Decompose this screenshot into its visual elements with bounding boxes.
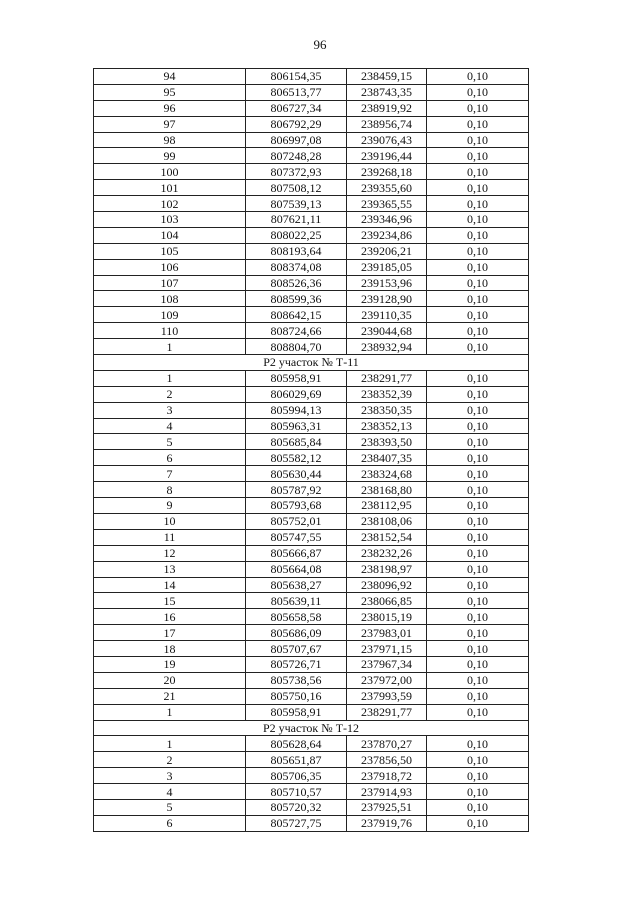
point-number-cell: 12 [94, 545, 246, 561]
accuracy-cell: 0,10 [427, 243, 529, 259]
accuracy-cell: 0,10 [427, 196, 529, 212]
table-row [94, 434, 529, 450]
x-coordinate-cell: 805793,68 [246, 498, 347, 514]
x-coordinate-cell: 805639,11 [246, 593, 347, 609]
point-number-cell: 101 [94, 180, 246, 196]
y-coordinate-cell: 238932,94 [347, 339, 427, 355]
accuracy-cell: 0,10 [427, 625, 529, 641]
y-coordinate-cell: 238198,97 [347, 561, 427, 577]
y-coordinate-cell: 237925,51 [347, 799, 427, 815]
x-coordinate-cell: 805664,08 [246, 561, 347, 577]
accuracy-cell: 0,10 [427, 704, 529, 720]
table-row [94, 561, 529, 577]
table-row [94, 815, 529, 831]
point-number-cell: 6 [94, 815, 246, 831]
x-coordinate-cell: 805958,91 [246, 704, 347, 720]
y-coordinate-cell: 237914,93 [347, 784, 427, 800]
accuracy-cell: 0,10 [427, 386, 529, 402]
accuracy-cell: 0,10 [427, 609, 529, 625]
accuracy-cell: 0,10 [427, 752, 529, 768]
point-number-cell: 1 [94, 736, 246, 752]
point-number-cell: 95 [94, 84, 246, 100]
y-coordinate-cell: 238096,92 [347, 577, 427, 593]
table-row [94, 180, 529, 196]
y-coordinate-cell: 237972,00 [347, 672, 427, 688]
point-number-cell: 9 [94, 498, 246, 514]
point-number-cell: 100 [94, 164, 246, 180]
point-number-cell: 4 [94, 784, 246, 800]
x-coordinate-cell: 808193,64 [246, 243, 347, 259]
point-number-cell: 105 [94, 243, 246, 259]
point-number-cell: 94 [94, 69, 246, 85]
x-coordinate-cell: 808599,36 [246, 291, 347, 307]
table-row [94, 688, 529, 704]
table-row [94, 370, 529, 386]
accuracy-cell: 0,10 [427, 132, 529, 148]
accuracy-cell: 0,10 [427, 164, 529, 180]
table-row [94, 116, 529, 132]
point-number-cell: 97 [94, 116, 246, 132]
y-coordinate-cell: 238919,92 [347, 100, 427, 116]
point-number-cell: 18 [94, 641, 246, 657]
accuracy-cell: 0,10 [427, 482, 529, 498]
point-number-cell: 109 [94, 307, 246, 323]
accuracy-cell: 0,10 [427, 815, 529, 831]
table-row [94, 545, 529, 561]
x-coordinate-cell: 808526,36 [246, 275, 347, 291]
table-row [94, 69, 529, 85]
x-coordinate-cell: 805710,57 [246, 784, 347, 800]
x-coordinate-cell: 808642,15 [246, 307, 347, 323]
x-coordinate-cell: 808724,66 [246, 323, 347, 339]
accuracy-cell: 0,10 [427, 799, 529, 815]
point-number-cell: 110 [94, 323, 246, 339]
accuracy-cell: 0,10 [427, 84, 529, 100]
accuracy-cell: 0,10 [427, 450, 529, 466]
table-row [94, 498, 529, 514]
point-number-cell: 3 [94, 768, 246, 784]
x-coordinate-cell: 808374,08 [246, 259, 347, 275]
point-number-cell: 4 [94, 418, 246, 434]
x-coordinate-cell: 806792,29 [246, 116, 347, 132]
point-number-cell: 15 [94, 593, 246, 609]
point-number-cell: 13 [94, 561, 246, 577]
y-coordinate-cell: 237983,01 [347, 625, 427, 641]
y-coordinate-cell: 238352,13 [347, 418, 427, 434]
point-number-cell: 16 [94, 609, 246, 625]
section-title: Р2 участок № Т-11 [94, 355, 529, 371]
accuracy-cell: 0,10 [427, 593, 529, 609]
x-coordinate-cell: 805651,87 [246, 752, 347, 768]
table-row [94, 84, 529, 100]
x-coordinate-cell: 805787,92 [246, 482, 347, 498]
y-coordinate-cell: 239346,96 [347, 212, 427, 228]
point-number-cell: 5 [94, 434, 246, 450]
y-coordinate-cell: 238066,85 [347, 593, 427, 609]
accuracy-cell: 0,10 [427, 370, 529, 386]
y-coordinate-cell: 238407,35 [347, 450, 427, 466]
x-coordinate-cell: 805963,31 [246, 418, 347, 434]
point-number-cell: 19 [94, 656, 246, 672]
table-row [94, 100, 529, 116]
y-coordinate-cell: 237967,34 [347, 656, 427, 672]
x-coordinate-cell: 805628,64 [246, 736, 347, 752]
y-coordinate-cell: 238459,15 [347, 69, 427, 85]
table-row [94, 672, 529, 688]
accuracy-cell: 0,10 [427, 688, 529, 704]
accuracy-cell: 0,10 [427, 148, 529, 164]
accuracy-cell: 0,10 [427, 69, 529, 85]
table-row [94, 625, 529, 641]
y-coordinate-cell: 239268,18 [347, 164, 427, 180]
table-row [94, 529, 529, 545]
y-coordinate-cell: 238112,95 [347, 498, 427, 514]
x-coordinate-cell: 805658,58 [246, 609, 347, 625]
point-number-cell: 106 [94, 259, 246, 275]
x-coordinate-cell: 806513,77 [246, 84, 347, 100]
accuracy-cell: 0,10 [427, 307, 529, 323]
x-coordinate-cell: 806727,34 [246, 100, 347, 116]
coordinates-table [93, 68, 529, 832]
accuracy-cell: 0,10 [427, 339, 529, 355]
point-number-cell: 107 [94, 275, 246, 291]
y-coordinate-cell: 238352,39 [347, 386, 427, 402]
table-row [94, 784, 529, 800]
point-number-cell: 102 [94, 196, 246, 212]
y-coordinate-cell: 239185,05 [347, 259, 427, 275]
y-coordinate-cell: 237856,50 [347, 752, 427, 768]
point-number-cell: 21 [94, 688, 246, 704]
table-row [94, 196, 529, 212]
accuracy-cell: 0,10 [427, 291, 529, 307]
x-coordinate-cell: 805638,27 [246, 577, 347, 593]
y-coordinate-cell: 238291,77 [347, 370, 427, 386]
point-number-cell: 14 [94, 577, 246, 593]
point-number-cell: 3 [94, 402, 246, 418]
point-number-cell: 7 [94, 466, 246, 482]
accuracy-cell: 0,10 [427, 513, 529, 529]
point-number-cell: 103 [94, 212, 246, 228]
x-coordinate-cell: 805720,32 [246, 799, 347, 815]
table-row [94, 212, 529, 228]
y-coordinate-cell: 239196,44 [347, 148, 427, 164]
accuracy-cell: 0,10 [427, 227, 529, 243]
x-coordinate-cell: 805707,67 [246, 641, 347, 657]
table-row [94, 656, 529, 672]
x-coordinate-cell: 805630,44 [246, 466, 347, 482]
table-row [94, 513, 529, 529]
x-coordinate-cell: 806029,69 [246, 386, 347, 402]
accuracy-cell: 0,10 [427, 100, 529, 116]
x-coordinate-cell: 806997,08 [246, 132, 347, 148]
point-number-cell: 2 [94, 386, 246, 402]
point-number-cell: 96 [94, 100, 246, 116]
accuracy-cell: 0,10 [427, 434, 529, 450]
y-coordinate-cell: 237993,59 [347, 688, 427, 704]
y-coordinate-cell: 238108,06 [347, 513, 427, 529]
table-row [94, 768, 529, 784]
point-number-cell: 99 [94, 148, 246, 164]
point-number-cell: 17 [94, 625, 246, 641]
accuracy-cell: 0,10 [427, 418, 529, 434]
accuracy-cell: 0,10 [427, 656, 529, 672]
accuracy-cell: 0,10 [427, 641, 529, 657]
table-row [94, 132, 529, 148]
y-coordinate-cell: 237971,15 [347, 641, 427, 657]
point-number-cell: 2 [94, 752, 246, 768]
table-row [94, 577, 529, 593]
x-coordinate-cell: 805747,55 [246, 529, 347, 545]
point-number-cell: 20 [94, 672, 246, 688]
accuracy-cell: 0,10 [427, 275, 529, 291]
y-coordinate-cell: 239365,55 [347, 196, 427, 212]
y-coordinate-cell: 238015,19 [347, 609, 427, 625]
y-coordinate-cell: 239234,86 [347, 227, 427, 243]
table-row [94, 418, 529, 434]
accuracy-cell: 0,10 [427, 180, 529, 196]
x-coordinate-cell: 807621,11 [246, 212, 347, 228]
x-coordinate-cell: 805750,16 [246, 688, 347, 704]
point-number-cell: 1 [94, 339, 246, 355]
table-row [94, 704, 529, 720]
x-coordinate-cell: 805727,75 [246, 815, 347, 831]
accuracy-cell: 0,10 [427, 768, 529, 784]
point-number-cell: 10 [94, 513, 246, 529]
accuracy-cell: 0,10 [427, 212, 529, 228]
table-row [94, 466, 529, 482]
x-coordinate-cell: 805738,56 [246, 672, 347, 688]
section-title: Р2 участок № Т-12 [94, 720, 529, 736]
point-number-cell: 98 [94, 132, 246, 148]
y-coordinate-cell: 238324,68 [347, 466, 427, 482]
x-coordinate-cell: 805666,87 [246, 545, 347, 561]
table-row [94, 259, 529, 275]
point-number-cell: 5 [94, 799, 246, 815]
y-coordinate-cell: 238232,26 [347, 545, 427, 561]
table-row [94, 339, 529, 355]
accuracy-cell: 0,10 [427, 545, 529, 561]
y-coordinate-cell: 238743,35 [347, 84, 427, 100]
table-row [94, 593, 529, 609]
accuracy-cell: 0,10 [427, 116, 529, 132]
point-number-cell: 8 [94, 482, 246, 498]
x-coordinate-cell: 805582,12 [246, 450, 347, 466]
accuracy-cell: 0,10 [427, 402, 529, 418]
y-coordinate-cell: 239044,68 [347, 323, 427, 339]
y-coordinate-cell: 237918,72 [347, 768, 427, 784]
x-coordinate-cell: 808804,70 [246, 339, 347, 355]
page-number: 96 [313, 37, 327, 52]
y-coordinate-cell: 239153,96 [347, 275, 427, 291]
accuracy-cell: 0,10 [427, 736, 529, 752]
point-number-cell: 11 [94, 529, 246, 545]
table-row [94, 164, 529, 180]
x-coordinate-cell: 806154,35 [246, 69, 347, 85]
accuracy-cell: 0,10 [427, 323, 529, 339]
table-row [94, 275, 529, 291]
x-coordinate-cell: 805958,91 [246, 370, 347, 386]
section-header-row [94, 720, 529, 736]
coordinates-table-body [94, 69, 529, 832]
y-coordinate-cell: 238291,77 [347, 704, 427, 720]
table-row [94, 641, 529, 657]
table-row [94, 291, 529, 307]
table-row [94, 243, 529, 259]
table-row [94, 386, 529, 402]
y-coordinate-cell: 239128,90 [347, 291, 427, 307]
table-row [94, 227, 529, 243]
x-coordinate-cell: 805706,35 [246, 768, 347, 784]
point-number-cell: 1 [94, 370, 246, 386]
x-coordinate-cell: 805686,09 [246, 625, 347, 641]
y-coordinate-cell: 239355,60 [347, 180, 427, 196]
x-coordinate-cell: 807248,28 [246, 148, 347, 164]
y-coordinate-cell: 239206,21 [347, 243, 427, 259]
y-coordinate-cell: 238168,80 [347, 482, 427, 498]
table-row [94, 752, 529, 768]
accuracy-cell: 0,10 [427, 529, 529, 545]
x-coordinate-cell: 805994,13 [246, 402, 347, 418]
y-coordinate-cell: 238956,74 [347, 116, 427, 132]
point-number-cell: 104 [94, 227, 246, 243]
x-coordinate-cell: 805726,71 [246, 656, 347, 672]
accuracy-cell: 0,10 [427, 561, 529, 577]
table-row [94, 482, 529, 498]
y-coordinate-cell: 239076,43 [347, 132, 427, 148]
accuracy-cell: 0,10 [427, 577, 529, 593]
x-coordinate-cell: 807372,93 [246, 164, 347, 180]
y-coordinate-cell: 238350,35 [347, 402, 427, 418]
accuracy-cell: 0,10 [427, 784, 529, 800]
point-number-cell: 108 [94, 291, 246, 307]
table-row [94, 609, 529, 625]
accuracy-cell: 0,10 [427, 498, 529, 514]
y-coordinate-cell: 238152,54 [347, 529, 427, 545]
accuracy-cell: 0,10 [427, 259, 529, 275]
table-row [94, 799, 529, 815]
x-coordinate-cell: 805752,01 [246, 513, 347, 529]
table-row [94, 323, 529, 339]
accuracy-cell: 0,10 [427, 466, 529, 482]
accuracy-cell: 0,10 [427, 672, 529, 688]
x-coordinate-cell: 805685,84 [246, 434, 347, 450]
table-row [94, 736, 529, 752]
section-header-row [94, 355, 529, 371]
table-row [94, 450, 529, 466]
table-row [94, 402, 529, 418]
x-coordinate-cell: 807508,12 [246, 180, 347, 196]
point-number-cell: 6 [94, 450, 246, 466]
x-coordinate-cell: 807539,13 [246, 196, 347, 212]
y-coordinate-cell: 238393,50 [347, 434, 427, 450]
x-coordinate-cell: 808022,25 [246, 227, 347, 243]
table-row [94, 307, 529, 323]
point-number-cell: 1 [94, 704, 246, 720]
table-row [94, 148, 529, 164]
y-coordinate-cell: 237919,76 [347, 815, 427, 831]
y-coordinate-cell: 237870,27 [347, 736, 427, 752]
y-coordinate-cell: 239110,35 [347, 307, 427, 323]
